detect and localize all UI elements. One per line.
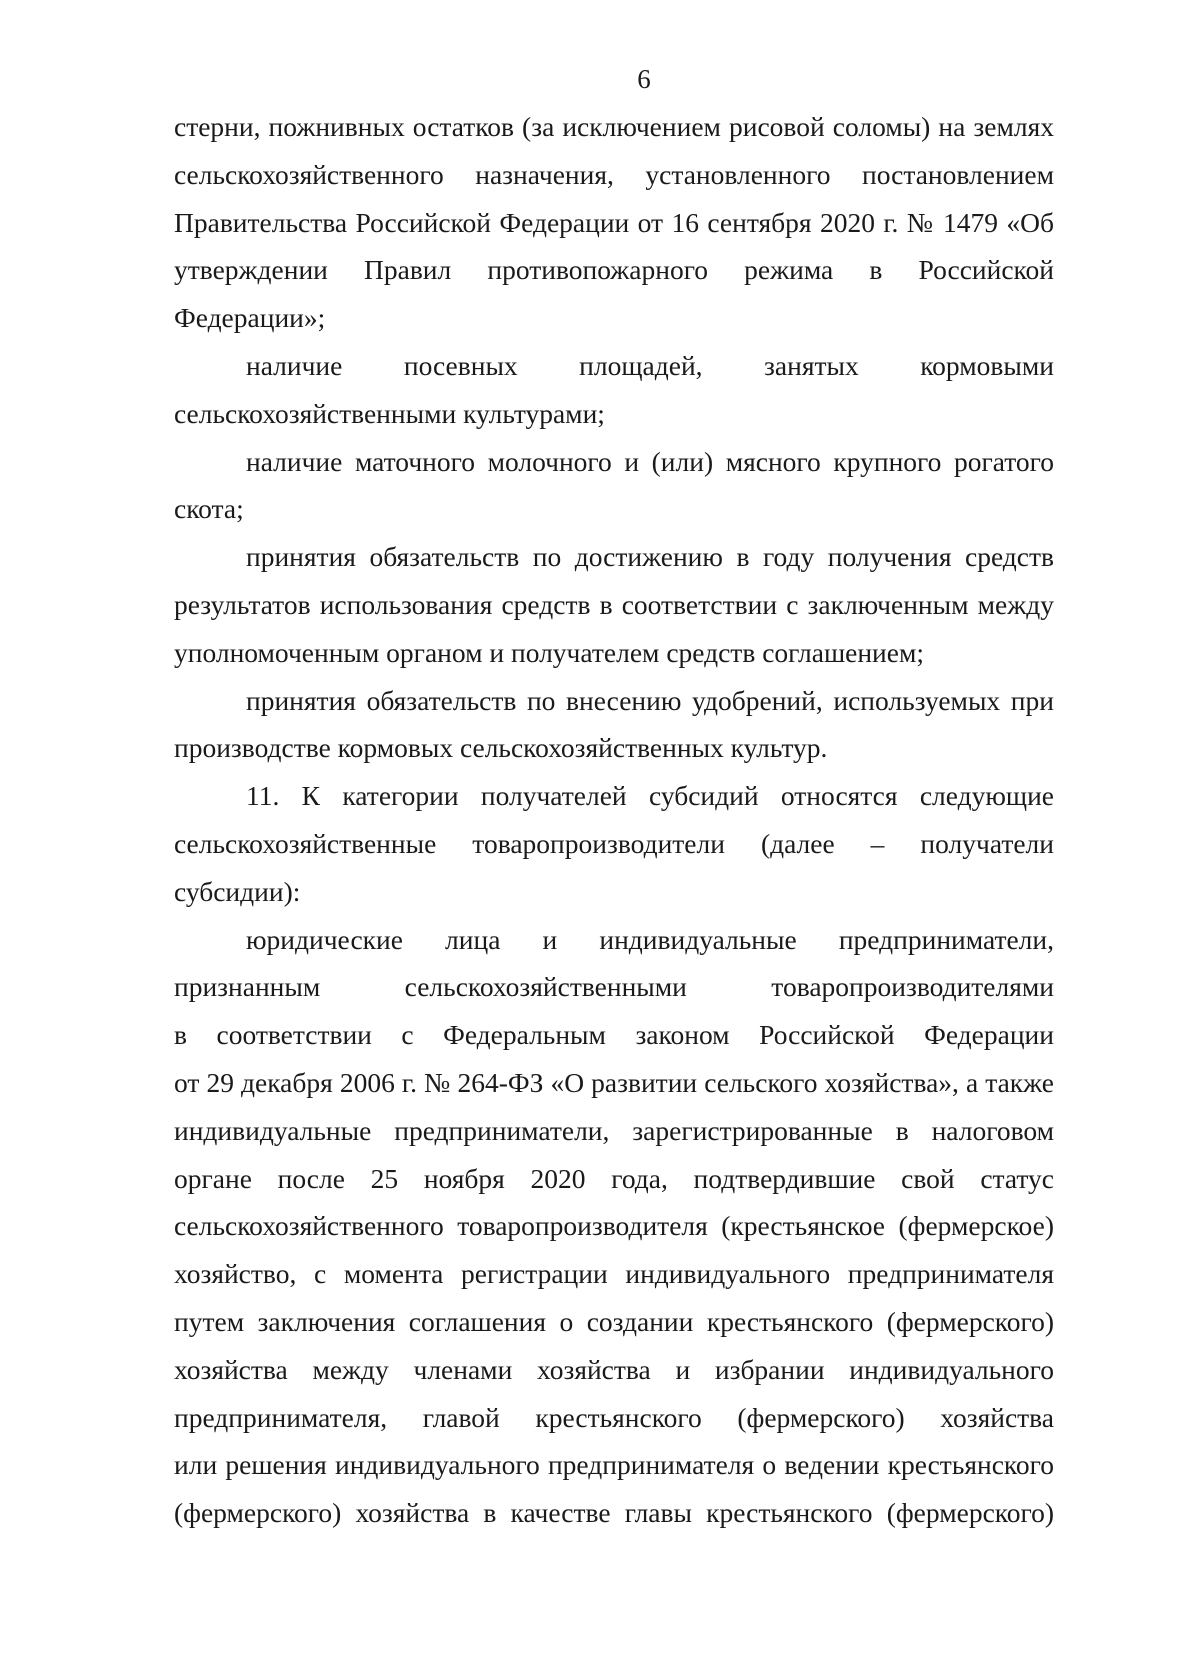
paragraph-line: сельскохозяйственного назначения, установленного постановлением <box>174 158 1054 190</box>
paragraph-line: производстве кормовых сельскохозяйственных культур. <box>174 732 828 764</box>
paragraph-line: хозяйства между членами хозяйства и избрании индивидуального <box>174 1353 1054 1385</box>
paragraph-line: результатов использования средств в соответствии с заключенным между <box>174 588 1054 620</box>
paragraph-line: сельскохозяйственные товаропроизводители (далее – получатели <box>174 827 1054 859</box>
paragraph-line: сельскохозяйственными культурами; <box>174 397 605 429</box>
paragraph-line: индивидуальные предприниматели, зарегистрированные в налоговом <box>174 1114 1054 1146</box>
paragraph-line: уполномоченным органом и получателем средств соглашением; <box>174 636 925 668</box>
paragraph-line: путем заключения соглашения о создании крестьянского (фермерского) <box>174 1305 1054 1337</box>
paragraph-line: сельскохозяйственного товаропроизводителя (крестьянское (фермерское) <box>174 1210 1054 1242</box>
paragraph-line: утверждении Правил противопожарного режима в Российской <box>174 254 1054 286</box>
paragraph-line: наличие маточного молочного и (или) мясного крупного рогатого <box>246 445 1054 477</box>
paragraph-line: субсидии): <box>174 875 301 907</box>
paragraph-line: признанным сельскохозяйственными товаропроизводителями <box>174 971 1054 1003</box>
paragraph-line: принятия обязательств по внесению удобрений, используемых при <box>246 684 1054 716</box>
paragraph-line: принятия обязательств по достижению в году получения средств <box>246 541 1054 573</box>
paragraph-line: наличие посевных площадей, занятых кормовыми <box>246 349 1054 381</box>
page-number: 6 <box>637 64 651 94</box>
paragraph-line: (фермерского) хозяйства в качестве главы крестьянского (фермерского) <box>174 1497 1054 1529</box>
paragraph-line: стерни, пожнивных остатков (за исключением рисовой соломы) на землях <box>174 111 1054 142</box>
paragraph-line: или решения индивидуального предпринимателя о ведении крестьянского <box>174 1449 1054 1481</box>
paragraph-line: Правительства Российской Федерации от 16 сентября 2020 г. № 1479 «Об <box>174 206 1054 238</box>
paragraph-line: юридические лица и индивидуальные предприниматели, <box>246 923 1054 955</box>
paragraph-line: хозяйство, с момента регистрации индивидуального предпринимателя <box>174 1258 1054 1290</box>
document-body <box>174 103 1054 1537</box>
paragraph-line: в соответствии с Федеральным законом Российской Федерации <box>174 1019 1054 1051</box>
paragraph-line: 11. К категории получателей субсидий относятся следующие <box>246 780 1054 812</box>
paragraph-line: предпринимателя, главой крестьянского (фермерского) хозяйства <box>174 1401 1054 1433</box>
paragraph-line: от 29 декабря 2006 г. № 264-ФЗ «О развитии сельского хозяйства», а также <box>174 1066 1054 1098</box>
paragraph-line: органе после 25 ноября 2020 года, подтвердившие свой статус <box>174 1162 1054 1194</box>
paragraph-line: Федерации»; <box>174 302 326 334</box>
paragraph-line: скота; <box>174 493 244 525</box>
